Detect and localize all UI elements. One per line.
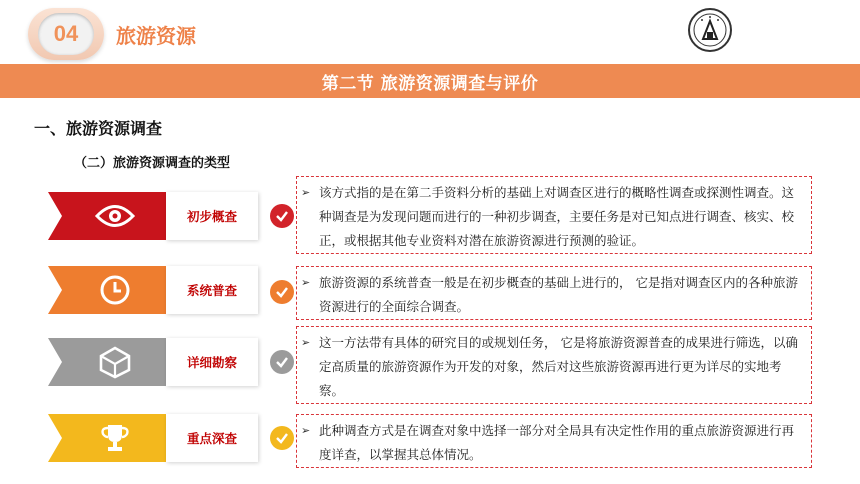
type-label: 重点深查 (166, 414, 258, 462)
type-label: 详细勘察 (166, 338, 258, 386)
chapter-title: 旅游资源 (116, 24, 196, 48)
trophy-icon (98, 421, 132, 455)
bullet-icon: ➢ (301, 186, 311, 199)
clock-icon (98, 273, 132, 307)
description-text: 该方式指的是在第二手资料分析的基础上对调查区进行的概略性调查或探测性调查。这种调查是为发现问题而进行的一种初步调查，主要任务是对已知点进行调查、核实、校正，或根据其他专业资料对潜在旅游资源进行预测的验证。 (319, 185, 795, 248)
eye-icon (95, 203, 135, 229)
banner-title: 第二节 旅游资源调查与评价 (321, 73, 539, 94)
type-description (296, 414, 812, 468)
cube-icon (98, 345, 132, 379)
type-description (296, 266, 812, 320)
bullet-icon: ➢ (301, 336, 311, 349)
type-label: 系统普查 (166, 266, 258, 314)
arrow-tag (48, 192, 168, 240)
arrow-tag (48, 338, 168, 386)
description-text: 旅游资源的系统普查一般是在初步概查的基础上进行的， 它是指对调查区内的各种旅游资源进行的全面综合调查。 (319, 275, 798, 314)
university-seal-icon (688, 8, 732, 52)
bullet-icon: ➢ (301, 424, 311, 437)
chapter-number: 04 (38, 13, 94, 55)
type-description (296, 176, 812, 254)
check-icon (270, 204, 294, 228)
check-icon (270, 426, 294, 450)
description-text: 这一方法带有具体的研究目的或规划任务， 它是将旅游资源普查的成果进行筛选，以确定高质量的旅游资源作为开发的对象，然后对这些旅游资源再进行更为详尽的实地考察。 (319, 335, 798, 398)
arrow-tag (48, 414, 168, 462)
type-description (296, 326, 812, 404)
bullet-icon: ➢ (301, 276, 311, 289)
description-text: 此种调查方式是在调查对象中选择一部分对全局具有决定性作用的重点旅游资源进行再度详查，以掌握其总体情况。 (319, 423, 795, 462)
section-heading: 一、旅游资源调查 (34, 119, 163, 138)
check-icon (270, 280, 294, 304)
arrow-tag (48, 266, 168, 314)
section-banner (0, 64, 860, 98)
type-label: 初步概查 (166, 192, 258, 240)
section-subheading: （二）旅游资源调查的类型 (74, 156, 231, 171)
check-icon (270, 350, 294, 374)
